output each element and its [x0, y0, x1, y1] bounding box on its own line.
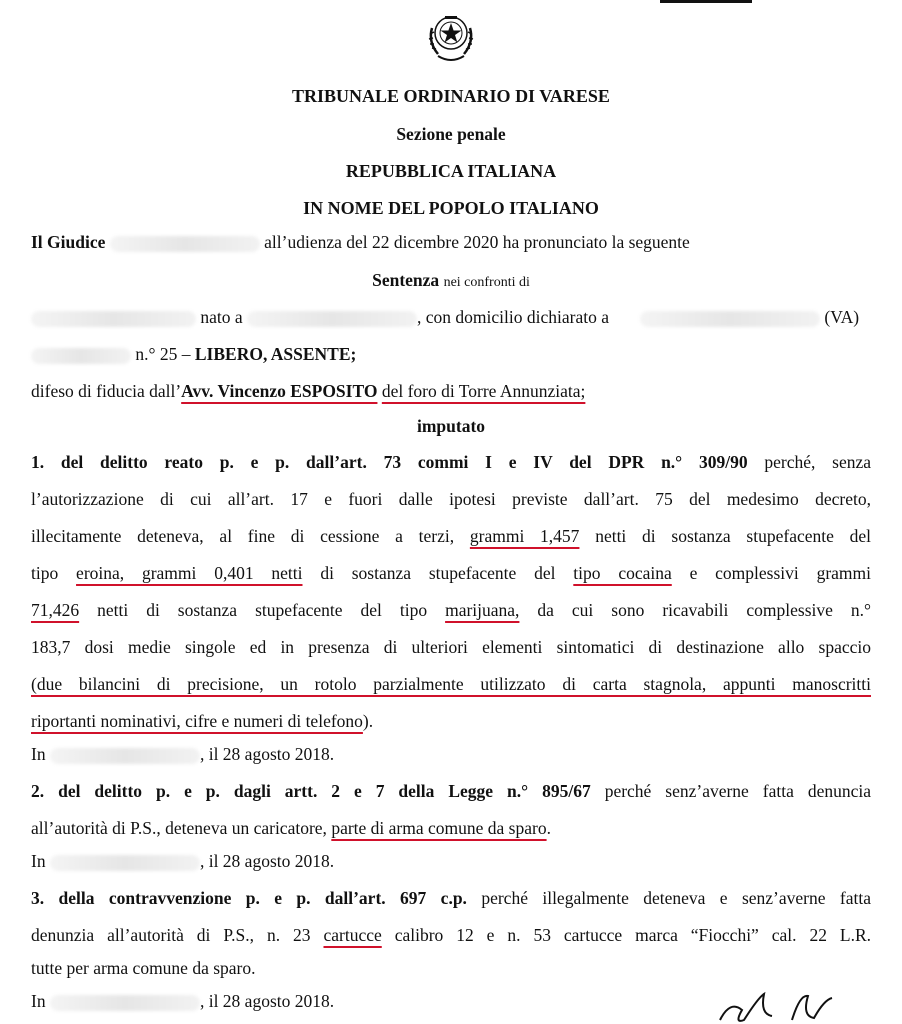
republic-title: REPUBBLICA ITALIANA — [345, 161, 557, 181]
charge1-line8 — [31, 711, 373, 732]
charge3-place-date — [31, 991, 334, 1012]
charge1-line5-b: da cui sono ricavabili complessive n.° — [537, 600, 871, 620]
hearing-text: all’udienza del 22 dicembre 2020 ha pronunciato la seguente — [264, 232, 690, 252]
section-title: Sezione penale — [396, 124, 506, 144]
charge2-weapon-part: parte di arma comune da sparo — [331, 818, 547, 838]
charge2-line2-pre: all’autorità di P.S., deteneva un caricatore, — [31, 818, 327, 838]
charge1-line4 — [31, 563, 871, 584]
province-text: (VA) — [824, 307, 860, 327]
top-edge-mark — [660, 0, 752, 3]
in-name-title: IN NOME DEL POPOLO ITALIANO — [303, 198, 599, 218]
redacted-defendant-name — [31, 311, 196, 327]
defendant-line — [31, 307, 609, 328]
address-number: n.° 25 – — [135, 344, 191, 364]
charge1-line3-post: netti di sostanza stupefacente del — [595, 526, 872, 546]
handwritten-signature — [712, 990, 842, 1024]
charge3-line3: tutte per arma comune da sparo. — [31, 958, 256, 978]
sentence-line — [0, 270, 902, 291]
charge1-date: , il 28 agosto 2018. — [199, 744, 335, 764]
charge1-line5-a: netti di sostanza stupefacente del tipo — [97, 600, 428, 620]
charge3-place-pre: In — [31, 991, 46, 1011]
charge1-heroin-cocaine-qty: eroina, grammi 0,401 netti — [76, 563, 303, 583]
charge2-line1-rest: perché senz’averne fatta denuncia — [604, 781, 872, 801]
judge-label: Il Giudice — [31, 232, 106, 252]
charge3-date: , il 28 agosto 2018. — [199, 991, 335, 1011]
court-title: TRIBUNALE ORDINARIO DI VARESE — [292, 86, 610, 106]
redacted-address — [31, 348, 131, 364]
charge2-heading: 2. del delitto p. e p. dagli artt. 2 e 7 della Legge n.° 895/67 — [31, 781, 591, 801]
status-text: LIBERO, ASSENTE; — [194, 344, 357, 364]
defended-pre: difeso di fiducia dall’ — [31, 381, 182, 401]
charge2-line1 — [31, 781, 871, 802]
charge1-quantity-heroin: grammi 1,457 — [469, 526, 580, 546]
charge3-line2-post: calibro 12 e n. 53 cartucce marca “Fiocchi” cal. 22 L.R. — [394, 925, 872, 945]
redacted-place — [50, 995, 200, 1011]
judge-line — [31, 232, 690, 253]
domicile-text: , con domicilio dichiarato a — [417, 307, 609, 327]
charge1-line1 — [31, 452, 871, 473]
redacted-place — [50, 748, 200, 764]
charge3-heading: 3. della contravvenzione p. e p. dall’art. 697 c.p. — [31, 888, 467, 908]
charge1-line6: 183,7 dosi medie singole ed in presenza di ulteriori elementi sintomatici di destinazione allo spaccio — [31, 637, 871, 657]
charge1-place-pre: In — [31, 744, 46, 764]
charge1-line2: l’autorizzazione di cui all’art. 17 e fuori dalle ipotesi previste dall’art. 75 del medesimo decreto, — [31, 489, 871, 509]
charge2-place-pre: In — [31, 851, 46, 871]
charge3-cartridges: cartucce — [323, 925, 382, 945]
charge2-date: , il 28 agosto 2018. — [199, 851, 335, 871]
redacted-place — [50, 855, 200, 871]
charge1-line3 — [31, 526, 871, 547]
charge1-line1-rest: perché, senza — [764, 452, 871, 472]
sentence-rest: nei confronti di — [443, 275, 530, 290]
sentence-word: Sentenza — [372, 270, 440, 290]
charge1-type-cocaine: tipo cocaina — [573, 563, 672, 583]
imputato-heading: imputato — [416, 416, 486, 436]
charge3-line2-pre: denunzia all’autorità di P.S., n. 23 — [31, 925, 311, 945]
defended-post: del foro di Torre Annunziata; — [381, 381, 586, 401]
charge1-place-date — [31, 744, 334, 765]
charge1-line5 — [31, 600, 871, 621]
charge3-line1-rest: perché illegalmente deteneva e senz’averne fatta — [481, 888, 871, 908]
charge1-line4-b: di sostanza stupefacente del — [320, 563, 556, 583]
domicile-line-end — [640, 307, 859, 328]
charge2-place-date — [31, 851, 334, 872]
charge3-line1 — [31, 888, 871, 909]
redacted-judge-name — [110, 236, 260, 252]
charge2-line2 — [31, 818, 551, 839]
charge1-type-marijuana: marijuana, — [445, 600, 520, 620]
charge1-line3-pre: illecitamente deteneva, al fine di cessione a terzi, — [31, 526, 455, 546]
address-line — [31, 344, 356, 365]
lawyer-line — [31, 381, 585, 402]
charge1-line8-underlined: riportanti nominativi, cifre e numeri di telefono — [31, 711, 363, 731]
lawyer-name: Avv. Vincenzo ESPOSITO — [181, 381, 378, 401]
redacted-birthplace — [247, 311, 417, 327]
italian-republic-emblem-icon — [424, 6, 478, 70]
charge1-line4-a: tipo — [31, 563, 59, 583]
charge1-heading: 1. del delitto reato p. e p. dall’art. 73 commi I e IV del DPR n.° 309/90 — [31, 452, 748, 472]
charge1-line8-post: ). — [362, 711, 374, 731]
charge2-line2-post: . — [546, 818, 551, 838]
charge1-line4-c: e complessivi grammi — [689, 563, 872, 583]
redacted-domicile — [640, 311, 820, 327]
charge1-marijuana-qty: 71,426 — [31, 600, 80, 620]
charge1-line7: (due bilancini di precisione, un rotolo parzialmente utilizzato di carta stagnola, appunti manoscritti — [31, 674, 871, 694]
charge3-line2 — [31, 925, 871, 946]
born-text: nato a — [200, 307, 243, 327]
